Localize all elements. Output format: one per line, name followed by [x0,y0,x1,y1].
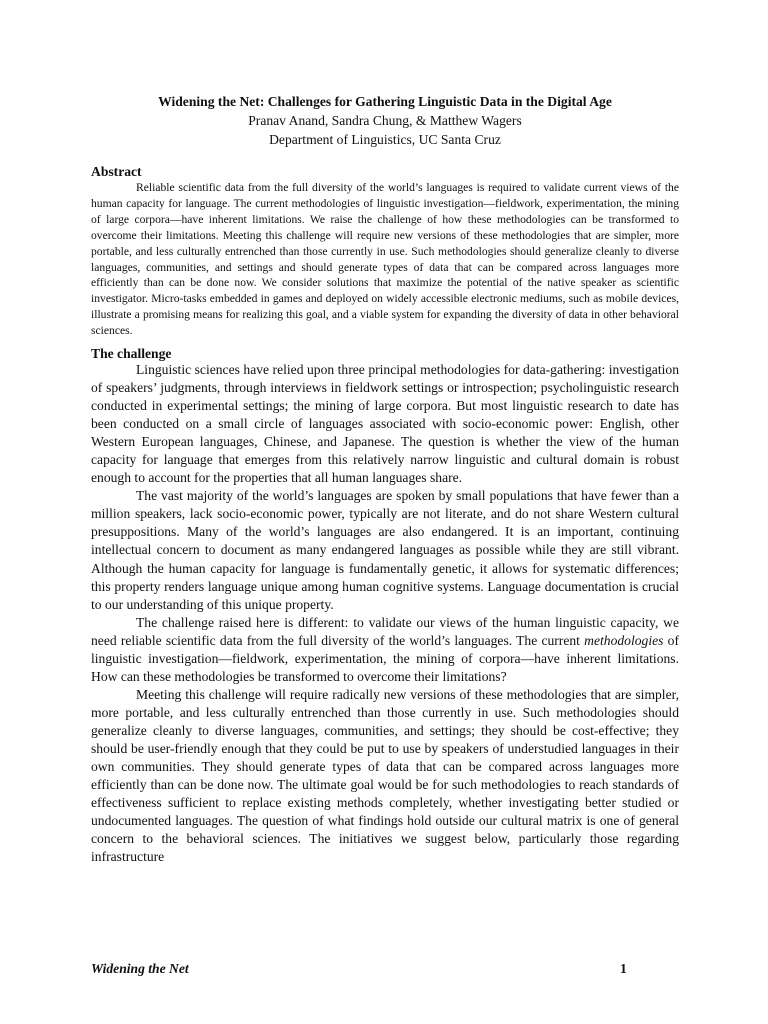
paper-title: Widening the Net: Challenges for Gathering Linguistic Data in the Digital Age [158,94,612,109]
challenge-paragraph-3 [91,614,679,686]
footer-page-number: 1 [620,961,627,976]
challenge-heading: The challenge [91,346,172,361]
challenge-paragraph-1: Linguistic sciences have relied upon three principal methodologies for data-gathering: investigation of speakers’ judgments, through interviews in fieldwork settings or introspection; psycholinguistic research conducted in experimental settings; the mining of large corpora. But most linguistic research to date has been conducted on a small circle of languages associated with socio-economic power: English, other Western European languages, Chinese, and Japanese. The question is whether the view of the human capacity for language that emerges from this relatively narrow linguistic and cultural domain is robust enough to account for the properties that all human languages share. [91,362,679,486]
paragraph-3-text-start: The challenge raised here is different: to validate our views of the human linguistic capacity, we need reliable scientific data from the full diversity of the world’s languages. The current [91,614,679,648]
abstract-heading: Abstract [91,164,142,179]
challenge-section [91,361,679,866]
paragraph-3-emphasis: methodologies [584,632,664,648]
abstract-body: Reliable scientific data from the full diversity of the world’s languages is required to validate current views of the human capacity for language. The current methodologies of linguistic investigation—fieldwork, experimentation, the mining of large corpora—have inherent limitations. We raise the challenge of how these methodologies can be transformed to overcome their limitations. Meeting this challenge will require new versions of these methodologies that are simpler, more portable, and less culturally entrenched than those currently in use. Such methodologies should generalize cleanly to diverse languages, communities, and settings and should generate types of data that can be compared across languages more efficiently than can be done now. We consider solutions that maximize the potential of the native speaker as scientific investigator. Micro-tasks embedded in games and deployed on widely accessible electronic mediums, such as mobile devices, illustrate a promising means for realizing this goal, and a viable system for expanding the diversity of data in other behavioral sciences. [91,181,679,338]
paper-authors: Pranav Anand, Sandra Chung, & Matthew Wagers [248,113,522,128]
footer-running-title: Widening the Net [91,961,189,976]
paper-department: Department of Linguistics, UC Santa Cruz [269,132,501,147]
challenge-paragraph-2: The vast majority of the world’s languages are spoken by small populations that have fewer than a million speakers, lack socio-economic power, typically are not literate, and do not share Western cultural presuppositions. Many of the world’s languages are also endangered. It is an important, continuing intellectual concern to document as many endangered languages as possible while they are still vibrant. Although the human capacity for language is fundamentally genetic, it allows for systematic differences; this property renders language unique among human cognitive systems. Language documentation is crucial to our understanding of this unique property. [91,488,679,612]
challenge-paragraph-4: Meeting this challenge will require radically new versions of these methodologies that are simpler, more portable, and less culturally entrenched than those currently in use. Such methodologies should generalize cleanly to diverse languages, communities, and settings; they should be cost-effective; they should be user-friendly enough that they could be put to use by speakers of understudied languages in their own communities. They should generate types of data that can be compared across languages more efficiently than can be done now. The ultimate goal would be for such methodologies to reach standards of effectiveness sufficient to replace existing methods completely, whether investigating better studied or undocumented languages. The question of what findings hold outside our cultural matrix is one of general concern to the behavioral sciences. The initiatives we suggest below, particularly those regarding infrastructure [91,686,679,865]
paragraph-3-text-end: of linguistic investigation—fieldwork, experimentation, the mining of corpora—have inherent limitations. How can these methodologies be transformed to overcome their limitations? [91,632,679,684]
paper-header [90,92,680,149]
